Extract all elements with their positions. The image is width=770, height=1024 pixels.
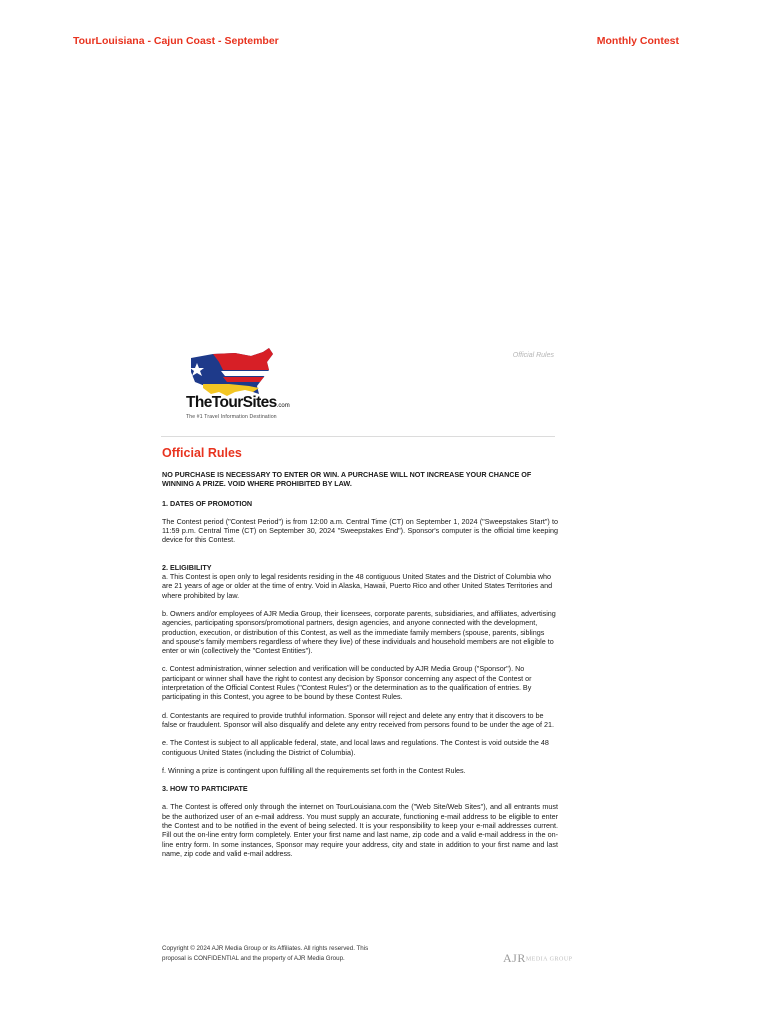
divider — [161, 436, 555, 437]
spacer — [162, 508, 558, 517]
eligibility-b: b. Owners and/or employees of AJR Media Group, their licensees, corporate parents, subsidiaries, and affiliates, advertising agencies, participating sponsors/promotional partners, design agencies, and anyone connected with the development, production, execution, or distribution of this Contest, as well as the immediate family members (spouse, parents, siblings and spouse's family members regardless of where they live) of these individuals and household members are not eligible to enter or win (collectively the "Contest Entities"). — [162, 608, 556, 656]
heading-participate: 3. HOW TO PARTICIPATE — [162, 784, 248, 794]
ajr-media-logo — [503, 951, 573, 966]
eligibility-d: d. Contestants are required to provide truthful information. Sponsor will reject and delete any entry that it discovers to be false or fraudulent. Sponsor will also disqualify and delete any entry received from persons found to be under the age of 21. — [162, 710, 554, 729]
spacer — [162, 702, 558, 711]
section-marker: Official Rules — [512, 352, 554, 359]
logo-name: TheTourSites — [186, 394, 277, 411]
participate-a: a. The Contest is offered only through the internet on TourLouisiana.com the ("Web Site/Web Sites"), and all entrants must be the authorized user of an e-mail address. You must supply an accurate, functioning e-mail address to be eligible to enter the Contest and to be notified in the event of being selected. It is your responsibility to keep your e-mail addresses current. Fill out the on-line entry form completely. Enter your first name and last name, zip code and a valid e-mail address in the on-line entry form. In some instances, Sponsor may require your address, city and state in addition to your first name and last name, zip code and valid e-mail address. — [162, 802, 558, 858]
spacer — [162, 775, 558, 784]
dates-text: The Contest period ("Contest Period") is from 12:00 a.m. Central Time (CT) on September 1, 2024 ("Sweepstakes Start") to 11:59 p.m. Central Time (CT) on September 30, 2024 "Sweepstakes End"). Sponsor's computer is the official time keeping device for this Contest. — [162, 516, 558, 545]
ajr-logo-main: AJR — [503, 951, 526, 965]
page-title: Official Rules — [162, 446, 242, 460]
intro-disclaimer: NO PURCHASE IS NECESSARY TO ENTER OR WIN. A PURCHASE WILL NOT INCREASE YOUR CHANCE OF WINNING A PRIZE. VOID WHERE PROHIBITED BY LAW. — [162, 470, 532, 489]
eligibility-f: f. Winning a prize is contingent upon fulfilling all the requirements set forth in the Contest Rules. — [162, 765, 466, 775]
header-contest-type: Monthly Contest — [596, 35, 679, 47]
rules-body — [162, 470, 558, 858]
eligibility-c: c. Contest administration, winner selection and verification will be conducted by AJR Media Group ("Sponsor"). No participant or winner shall have the right to contest any decision by Sponsor concerning any aspect of the Contest or interpretation of the Official Contest Rules ("Contest Rules") or the determination as to the qualification of entries. By participating in this Contest, you agree to be bound by these Contest Rules. — [162, 664, 532, 702]
heading-dates: 1. DATES OF PROMOTION — [162, 498, 253, 508]
ajr-logo-sub: MEDIA GROUP — [525, 956, 573, 963]
eligibility-a: a. This Contest is open only to legal residents residing in the 48 contiguous United States and the District of Columbia who are 21 years of age or older at the time of entry. Void in Alaska, Hawaii, Puerto Rico and other United States Territories and where prohibited by law. — [162, 572, 553, 600]
logo-suffix: .com — [276, 403, 290, 409]
spacer — [162, 793, 558, 802]
spacer — [162, 489, 558, 499]
header-doc-title: TourLouisiana - Cajun Coast - September — [73, 35, 279, 47]
spacer — [162, 655, 558, 664]
spacer — [162, 545, 558, 563]
footer-copyright: Copyright © 2024 AJR Media Group or its Affiliates. All rights reserved. This proposal is CONFIDENTIAL and the property of AJR Media Group. — [162, 945, 369, 962]
spacer — [162, 757, 558, 766]
logo-wordmark — [186, 394, 290, 412]
eligibility-e: e. The Contest is subject to all applicable federal, state, and local laws and regulations. The Contest is void outside the 48 contiguous United States (including the District of Columbia). — [162, 738, 549, 757]
logo-tagline: The #1 Travel Information Destination — [186, 414, 277, 420]
spacer — [162, 600, 558, 609]
spacer — [162, 729, 558, 738]
heading-eligibility: 2. ELIGIBILITY — [162, 562, 212, 572]
